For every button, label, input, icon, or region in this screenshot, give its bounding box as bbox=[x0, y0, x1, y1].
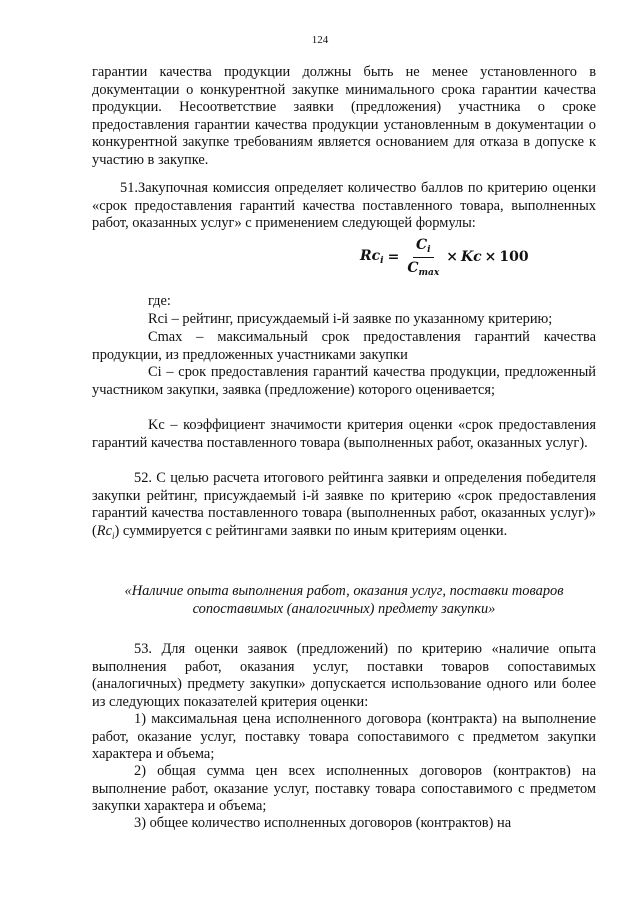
definition-rci: Rci – рейтинг, присуждаемый i-й заявке по указанному критерию; bbox=[148, 311, 553, 327]
where-label: где: bbox=[148, 293, 171, 309]
list-item-1: 1) максимальная цена исполненного договора (контракта) на выполнение работ, оказание услуг, поставку товара сопоставимого с предметом закупки характера и объема; bbox=[92, 711, 596, 762]
paragraph-51: 51.Закупочная комиссия определяет количество баллов по критерию оценки «срок предоставления гарантий качества поставленного товара, выполненных работ, оказанных услуг» с применением следующей формулы: bbox=[92, 180, 596, 231]
formula-numerator: $C_i$ bbox=[413, 237, 434, 258]
definition-cmax: Cmax – максимальный срок предоставления гарантий качества продукции, из предложенных участниками закупки bbox=[92, 329, 596, 363]
list-item-2: 2) общая сумма цен всех исполненных договоров (контрактов) на выполнение работ, оказание услуг, поставку товара сопоставимого с предметом закупки характера и объема; bbox=[92, 763, 596, 814]
section-heading-line-2: сопоставимых (аналогичных) предмету закупки» bbox=[192, 601, 496, 617]
definition-kc: Kc – коэффициент значимости критерия оценки «срок предоставления гарантий качества поставленного товара (выполненных работ, оказанных услуг). bbox=[92, 417, 596, 451]
definition-ci: Ci – срок предоставления гарантий качества продукции, предложенный участником закупки, заявка (предложение) которого оценивается; bbox=[92, 364, 596, 398]
paragraph-53: 53. Для оценки заявок (предложений) по критерию «наличие опыта выполнения работ, оказания услуг, поставки товаров сопоставимых (аналогичных) предмету закупки» допускается использование одного или более из следующих показателей критерия оценки: bbox=[92, 641, 596, 710]
section-heading-line-1: «Наличие опыта выполнения работ, оказания услуг, поставки товаров bbox=[124, 583, 564, 599]
page-number: 124 bbox=[311, 34, 329, 46]
formula-lhs: $Rc_i$ bbox=[360, 248, 384, 266]
list-item-3: 3) общее количество исполненных договоров (контрактов) на bbox=[134, 815, 512, 831]
formula-hundred: 100 bbox=[499, 249, 529, 265]
paragraph-52: 52. С целью расчета итогового рейтинга заявки и определения победителя закупки рейтинг, присуждаемый i-й заявке по критерию «срок предоставления гарантий качества поставленного товара (выполненных работ, оказанных услуг)» $(Rc_i)$ суммируется с рейтингами заявки по иным критериям оценки. bbox=[92, 470, 596, 541]
formula-fraction bbox=[407, 237, 439, 278]
formula-kc: Kc bbox=[460, 249, 482, 265]
formula-equals: = bbox=[387, 249, 400, 265]
paragraph-continuation: гарантии качества продукции должны быть не менее установленного в документации о конкурентной закупке минимального срока гарантии качества продукции. Несоответствие заявки (предложения) участника о сроке предоставления гарантии качества продукции установленным в документации о конкурентной закупке требованиям является основанием для отказа в допуске к участию в закупке. bbox=[92, 64, 596, 168]
formula-times-2: × bbox=[484, 249, 497, 265]
formula-denominator: $C_{max}$ bbox=[407, 259, 440, 278]
formula-times-1: × bbox=[446, 249, 458, 265]
rating-formula bbox=[360, 234, 529, 280]
